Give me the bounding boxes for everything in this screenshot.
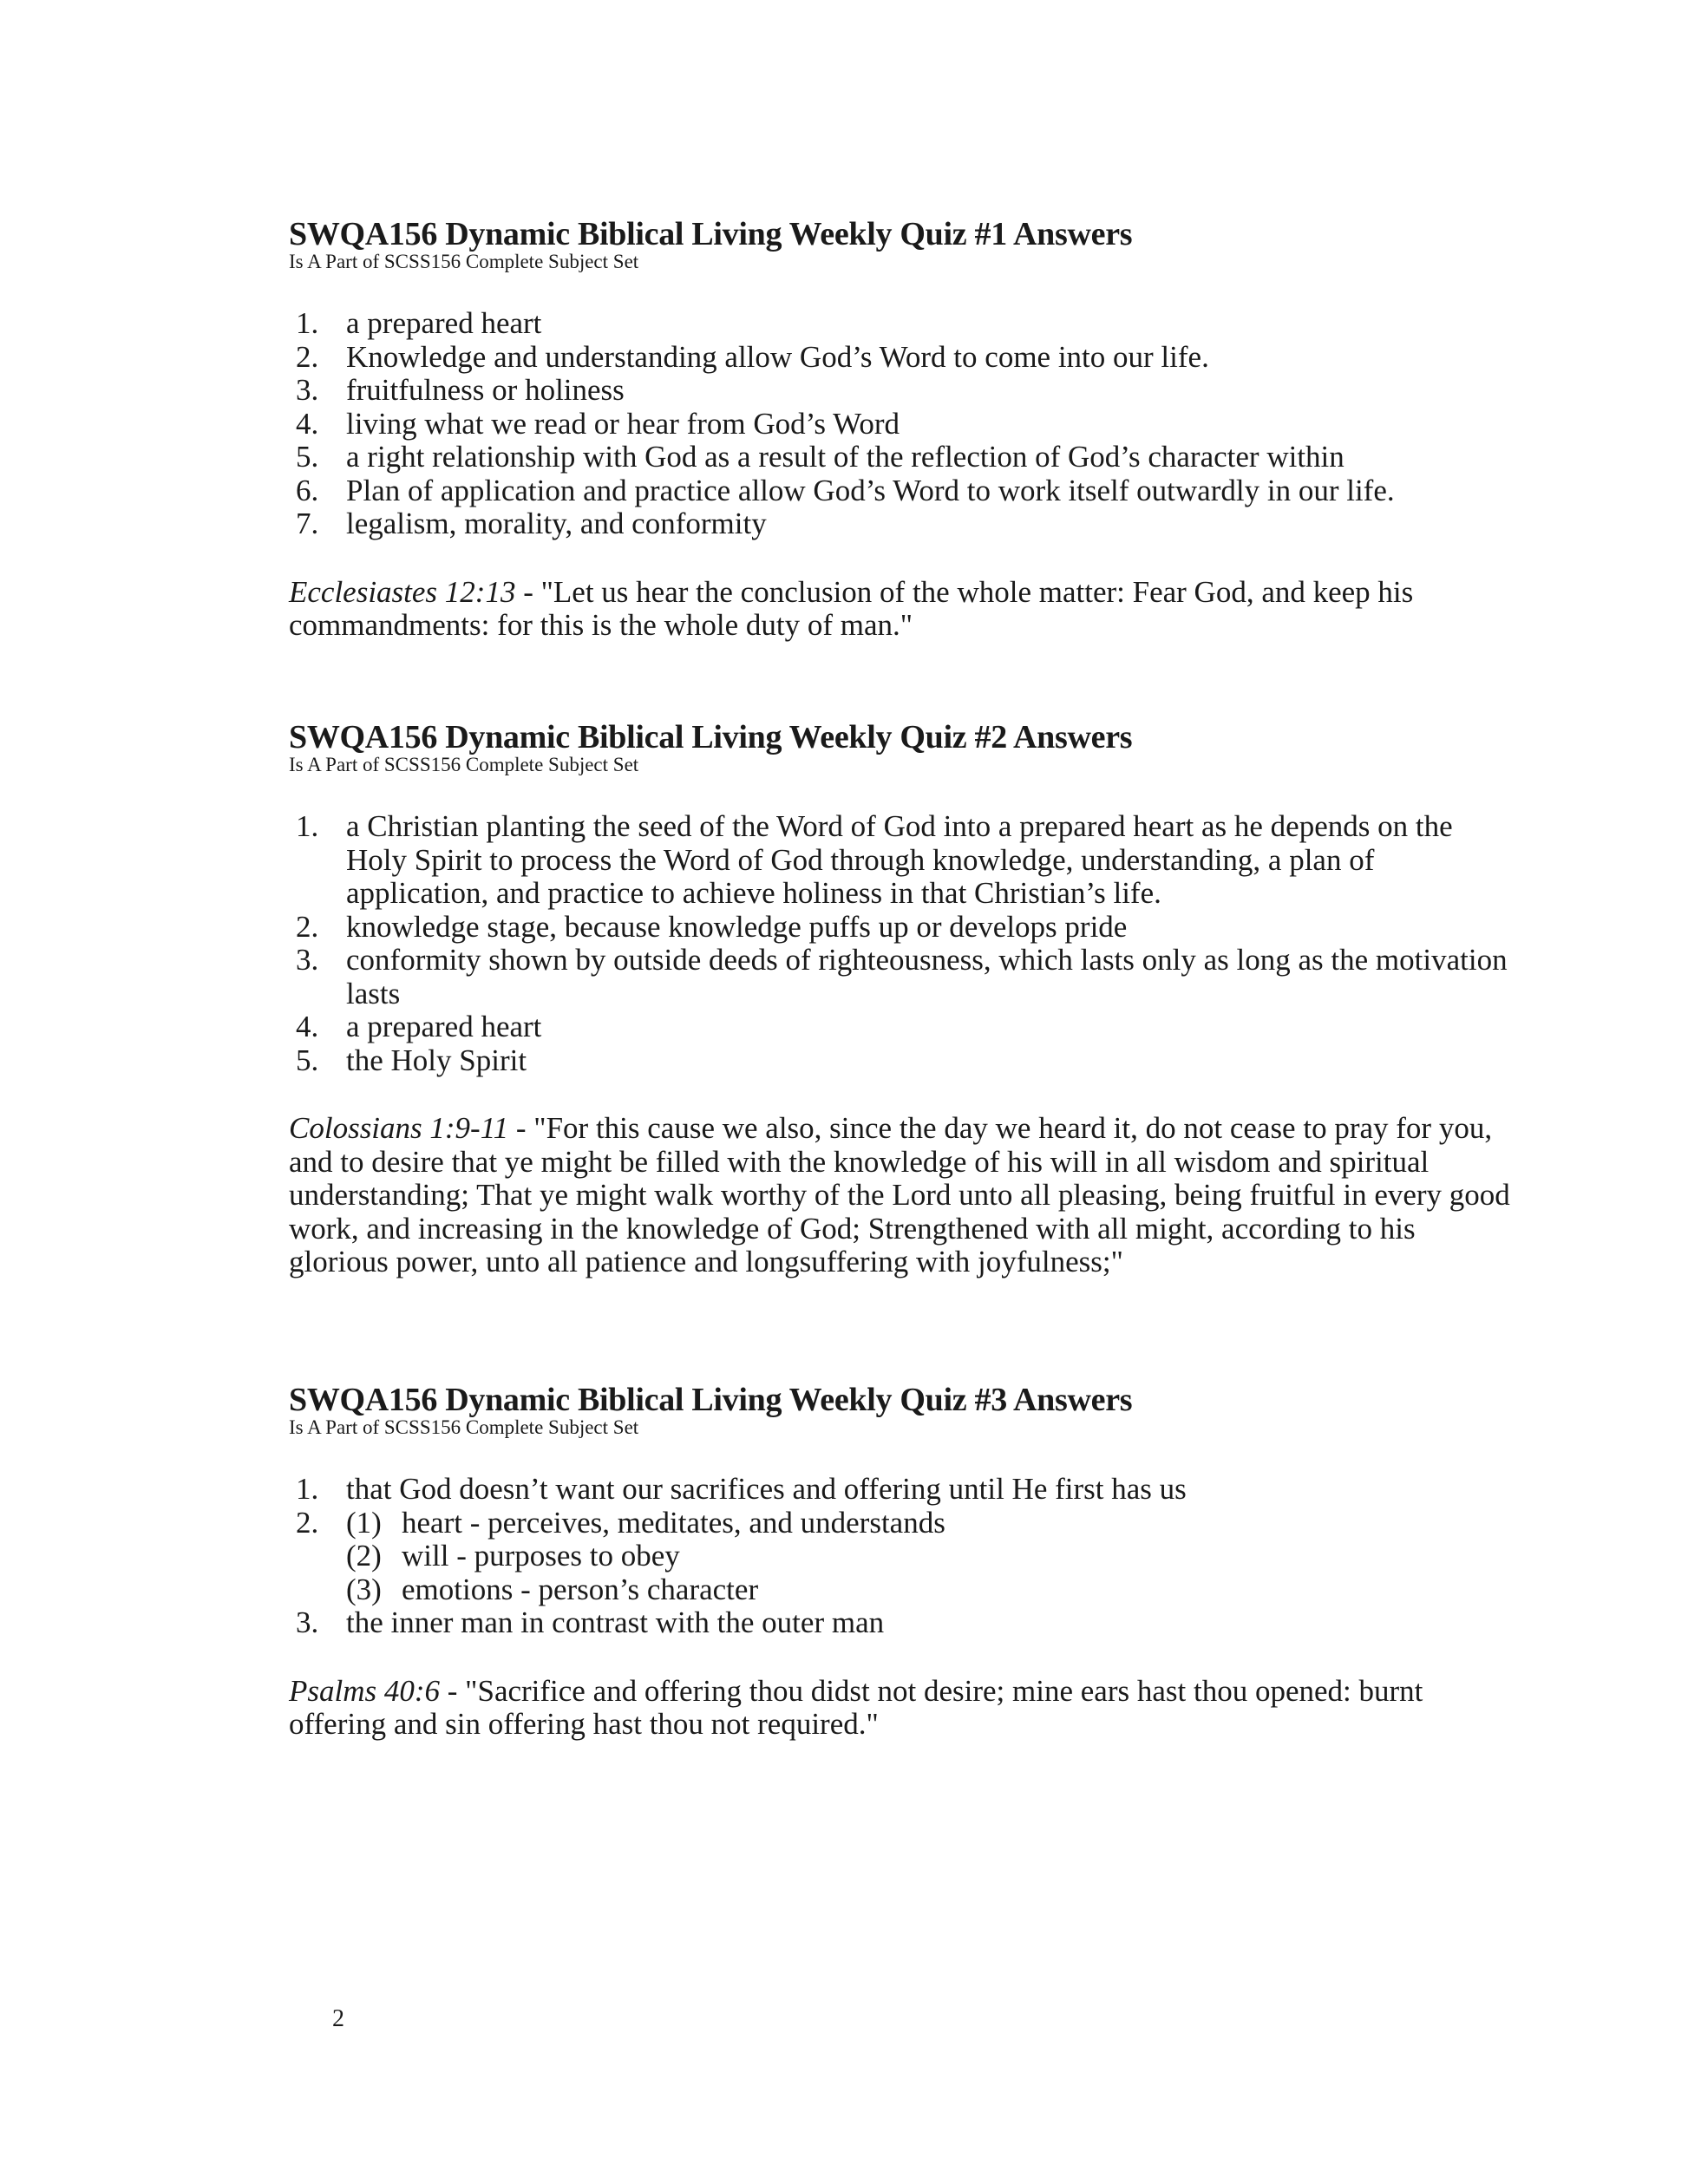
answer-text: knowledge stage, because knowledge puffs up or develops pride	[346, 909, 1128, 944]
sub-answer-number: (1)	[346, 1505, 382, 1540]
quiz-3-scripture	[289, 1675, 1521, 1742]
answer-text: living what we read or hear from God’s Word	[346, 406, 900, 441]
answer-item	[289, 1010, 1521, 1044]
answer-number: 3.	[296, 373, 319, 407]
answer-text: legalism, morality, and conformity	[346, 507, 767, 540]
sub-answer-text: heart - perceives, meditates, and understands	[402, 1505, 945, 1540]
answer-text: fruitfulness or holiness	[346, 373, 625, 407]
sub-answer-item	[346, 1540, 1521, 1573]
quiz-2-answer-list	[289, 810, 1521, 1077]
scripture-reference: Colossians 1:9-11	[289, 1111, 509, 1145]
quiz-2-title: SWQA156 Dynamic Biblical Living Weekly Quiz #2 Answers	[289, 719, 1133, 755]
quiz-1-title: SWQA156 Dynamic Biblical Living Weekly Quiz #1 Answers	[289, 216, 1133, 252]
quiz-2-subtitle: Is A Part of SCSS156 Complete Subject Set	[289, 754, 639, 775]
answer-item	[289, 810, 1521, 911]
answer-item	[289, 1606, 1521, 1640]
answer-item	[289, 341, 1521, 375]
answer-item	[289, 374, 1521, 408]
answer-number: 5.	[296, 1043, 319, 1077]
sub-answer-item	[346, 1507, 1521, 1540]
sub-answer-text: will - purposes to obey	[402, 1539, 680, 1573]
answer-number: 3.	[296, 943, 319, 977]
answer-item	[289, 1044, 1521, 1078]
answer-item	[289, 441, 1521, 474]
answer-item	[289, 474, 1521, 508]
answer-item	[289, 911, 1521, 945]
answer-number: 1.	[296, 1472, 319, 1506]
quiz-1-answers-section	[289, 217, 1521, 643]
scripture-text: - "For this cause we also, since the day we heard it, do not cease to pray for you, and to desire that ye might be filled with the knowledge of his will in all wisdom and spiritual understanding; That ye might walk worthy of the Lord unto all pleasing, being fruitful in every good work, and increasing in the knowledge of God; Strengthened with all might, according to his glorious power, unto all patience and longsuffering with joyfulness;"	[289, 1111, 1510, 1278]
quiz-3-title: SWQA156 Dynamic Biblical Living Weekly Quiz #3 Answers	[289, 1382, 1133, 1418]
answer-number: 1.	[296, 306, 319, 340]
answer-text: that God doesn’t want our sacrifices and offering until He first has us	[346, 1472, 1187, 1506]
sub-answer-number: (3)	[346, 1572, 382, 1606]
answer-text: a prepared heart	[346, 1010, 542, 1043]
scripture-text: - "Sacrifice and offering thou didst not desire; mine ears hast thou opened: burnt offering and sin offering hast thou not required."	[289, 1673, 1423, 1741]
answer-text: a prepared heart	[346, 306, 542, 340]
answer-item	[289, 1507, 1521, 1607]
quiz-2-answers-section	[289, 720, 1521, 1279]
sub-answer-item	[346, 1573, 1521, 1607]
quiz-1-scripture	[289, 576, 1521, 643]
quiz-3-answer-list	[289, 1473, 1521, 1640]
quiz-2-scripture	[289, 1112, 1521, 1279]
answer-number: 2.	[296, 339, 319, 374]
answer-text: the inner man in contrast with the outer man	[346, 1605, 885, 1639]
scripture-text: - "Let us hear the conclusion of the whole matter: Fear God, and keep his commandments: for this is the whole duty of man."	[289, 574, 1414, 642]
answer-text: a right relationship with God as a result of the reflection of God’s character within	[346, 440, 1345, 474]
answer-number: 6.	[296, 473, 319, 507]
scripture-reference: Psalms 40:6	[289, 1673, 441, 1708]
answer-number: 2.	[296, 909, 319, 944]
answer-number: 4.	[296, 1010, 319, 1043]
quiz-3-answers-section	[289, 1383, 1521, 1742]
answer-number: 5.	[296, 440, 319, 474]
scripture-reference: Ecclesiastes 12:13	[289, 574, 516, 609]
answer-item	[289, 1473, 1521, 1507]
quiz-1-answer-list	[289, 307, 1521, 541]
answer-number: 7.	[296, 507, 319, 540]
answer-item	[289, 307, 1521, 341]
answer-item	[289, 944, 1521, 1010]
answer-text: Plan of application and practice allow God’s Word to work itself outwardly in our life.	[346, 473, 1395, 507]
quiz-3-subtitle: Is A Part of SCSS156 Complete Subject Set	[289, 1416, 639, 1438]
answer-item	[289, 507, 1521, 541]
answer-text: the Holy Spirit	[346, 1043, 527, 1077]
answer-number: 4.	[296, 406, 319, 441]
answer-text: Knowledge and understanding allow God’s Word to come into our life.	[346, 339, 1209, 374]
answer-item	[289, 408, 1521, 441]
quiz-1-subtitle: Is A Part of SCSS156 Complete Subject Set	[289, 251, 639, 272]
sub-answer-text: emotions - person’s character	[402, 1572, 759, 1606]
page-number: 2	[332, 2005, 344, 2032]
sub-answer-number: (2)	[346, 1539, 382, 1573]
answer-text: conformity shown by outside deeds of righteousness, which lasts only as long as the motivation lasts	[346, 943, 1508, 1010]
answer-number: 2.	[296, 1505, 319, 1540]
answer-text: a Christian planting the seed of the Word of God into a prepared heart as he depends on the Holy Spirit to process the Word of God through knowledge, understanding, a plan of application, and practice to achieve holiness in that Christian’s life.	[346, 809, 1453, 910]
answer-number: 3.	[296, 1605, 319, 1639]
answer-number: 1.	[296, 809, 319, 843]
